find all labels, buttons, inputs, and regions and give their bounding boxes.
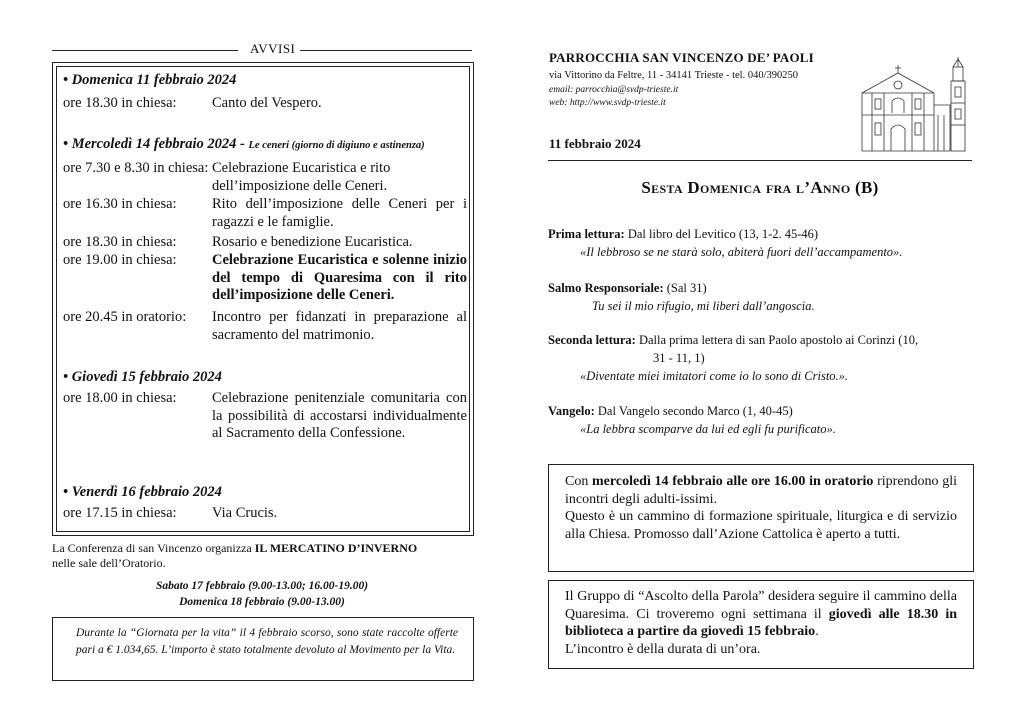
reading-label: Seconda lettura: [548,333,636,347]
schedule-desc: dell’imposizione delle Ceneri. [212,178,388,194]
day-heading-sunday [63,72,236,89]
box2-text-c: . [815,624,819,640]
parish-website: web: http://www.svdp-trieste.it [549,98,666,108]
schedule-desc: Rito dell’imposizione delle Ceneri per i ragazzi e le famiglie. [212,196,467,230]
box2-text-d: L’incontro è della durata di un’ora. [565,641,761,657]
reading-quote: Tu sei il mio rifugio, mi liberi dall’angoscia. [592,299,815,313]
mercatino-pre: La Conferenza di san Vincenzo organizza [52,541,255,555]
avvisi-rule-right [300,50,472,51]
box2-text-bold: giovedì alle 18.30 in biblioteca a partire da giovedì 15 febbraio [565,606,958,640]
liturgical-sunday-title: Sesta Domenica fra l’Anno (B) [641,178,879,197]
reading-ref: Dal Vangelo secondo Marco (1, 40-45) [594,404,793,418]
parish-name: PARROCCHIA SAN VINCENZO DE’ PAOLI [549,50,814,65]
divider [548,160,972,161]
avvisi-rule-left [52,50,238,51]
schedule-desc: Incontro per fidanzati in preparazione al sacramento del matrimonio. [212,309,467,343]
schedule-desc: Celebrazione penitenziale comunitaria con la possibilità di accostarsi individualmente al Sacramento della Confessione. [212,390,467,441]
schedule-time: ore 17.15 in chiesa: [63,505,177,521]
reading-quote: «Il lebbroso se ne starà solo, abiterà fuori dell’accampamento». [580,245,903,259]
box1-text-d: Questo è un cammino di formazione spirituale, liturgica e di servizio alla Chiesa. Promosso dall’Azione Cattolica è aperto a tutti. [565,509,957,542]
parish-email: email: parrocchia@svdp-trieste.it [549,85,679,95]
day-title: • Domenica 11 febbraio 2024 [63,72,237,88]
day-heading-friday [63,484,222,501]
avvisi-heading: AVVISI [246,41,299,57]
schedule-row-wide [63,160,467,178]
reading-ref-cont: 31 - 11, 1) [653,351,705,365]
schedule-desc: Rosario e benedizione Eucaristica. [212,234,413,250]
vita-note-text: Durante la “Giornata per la vita” il 4 febbraio scorso, sono state raccolte offerte pari a € 1.034,65. L’importo è stato totalmente devoluto al Movimento per la Vita. [76,627,458,656]
reading-label: Vangelo: [548,404,595,418]
schedule-desc: Canto del Vespero. [212,95,322,111]
reading-label: Prima lettura: [548,227,625,241]
reading-ref: Dalla prima lettera di san Paolo apostolo ai Corinzi (10, [635,333,919,347]
schedule-time: ore 18.30 in chiesa: [63,95,177,111]
parish-address: via Vittorino da Feltre, 11 - 34141 Trieste - tel. 040/390250 [549,70,799,81]
schedule-time: ore 20.45 in oratorio: [63,309,187,325]
day-heading-wednesday [63,136,425,153]
box1-text-c: riprendono gli incontri degli adulti-issimi. [565,474,957,507]
reading-first [548,225,972,261]
schedule-desc-bold: Celebrazione Eucaristica e solenne inizio del tempo di Quaresima con il rito dell’imposizione delle Ceneri. [212,252,467,303]
reading-gospel [548,402,972,438]
mercatino-schedule-sunday: Domenica 18 febbraio (9.00-13.00) [179,596,345,608]
ascolto-parola-text [565,588,957,658]
reading-quote: «La lebbra scomparve da lui ed egli fu purificato». [580,422,836,436]
church-illustration [858,55,976,153]
schedule-time: ore 18.30 in chiesa: [63,234,177,250]
schedule-time: ore 18.00 in chiesa: [63,390,177,406]
reading-ref: Dal libro del Levitico (13, 1-2. 45-46) [624,227,819,241]
box1-text-a: Con [565,474,593,489]
schedule-wide-text: ore 7.30 e 8.30 in chiesa: Celebrazione Eucaristica e rito [63,160,391,176]
day-title: • Mercoledì 14 febbraio 2024 - [63,136,249,152]
schedule-time: ore 19.00 in chiesa: [63,252,177,268]
day-title: • Giovedì 15 febbraio 2024 [63,369,222,385]
day-title: • Venerdì 16 febbraio 2024 [63,484,222,500]
schedule-desc: Via Crucis. [212,505,278,521]
reading-label: Salmo Responsoriale: [548,281,664,295]
day-heading-thursday [63,369,222,386]
reading-psalm [548,279,972,315]
schedule-time: ore 16.30 in chiesa: [63,196,177,212]
box2-text-a: Il Gruppo di “Ascolto della Parola” desidera seguire il cammino della Quaresima. Ci troveremo ogni settimana il [565,589,957,622]
box1-text-bold: mercoledì 14 febbraio alle ore 16.00 in oratorio [592,474,874,489]
mercatino-schedule-saturday: Sabato 17 febbraio (9.00-13.00; 16.00-19.00) [155,580,369,592]
reading-second [548,331,972,385]
reading-quote: «Diventate miei imitatori come io lo sono di Cristo.». [580,369,849,383]
adulti-issimi-text [565,473,957,543]
reading-ref: (Sal 31) [663,281,707,295]
mercatino-line1 [52,541,417,556]
bulletin-date: 11 febbraio 2024 [549,136,641,151]
day-note: Le ceneri (giorno di digiuno e astinenza) [248,140,425,151]
mercatino-title: IL MERCATINO D’INVERNO [254,541,418,555]
mercatino-line2: nelle sale dell’Oratorio. [52,556,166,570]
